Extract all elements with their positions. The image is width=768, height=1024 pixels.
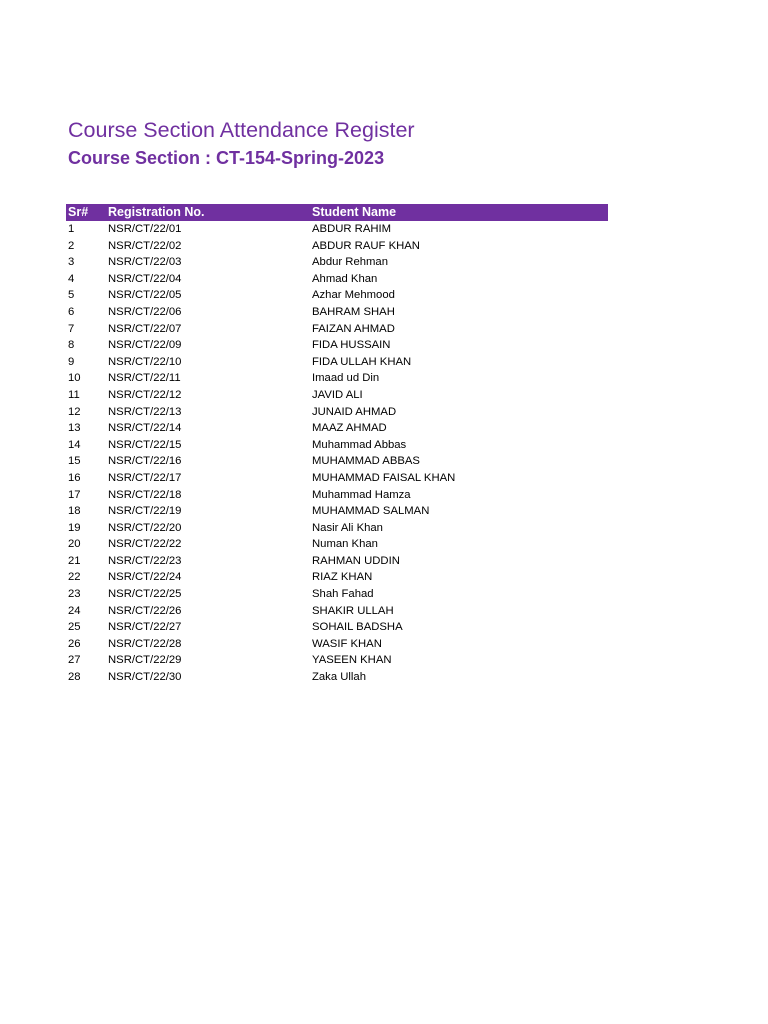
student-name-cell: RAHMAN UDDIN xyxy=(312,554,400,567)
student-name-cell: FAIZAN AHMAD xyxy=(312,322,395,335)
registration-no-cell: NSR/CT/22/30 xyxy=(108,671,182,684)
student-name-cell: MUHAMMAD FAISAL KHAN xyxy=(312,471,456,484)
table-row xyxy=(66,420,608,437)
registration-no-cell: NSR/CT/22/10 xyxy=(108,355,182,368)
registration-no-cell: NSR/CT/22/15 xyxy=(108,438,182,451)
student-name-cell: MUHAMMAD ABBAS xyxy=(312,455,420,468)
table-row xyxy=(66,636,608,653)
attendance-table xyxy=(66,204,608,686)
table-row xyxy=(66,669,608,686)
student-name-cell: MAAZ AHMAD xyxy=(312,422,387,435)
student-name-cell: Numan Khan xyxy=(312,538,378,551)
document-subtitle: Course Section : CT-154-Spring-2023 xyxy=(68,148,385,168)
sr-cell: 19 xyxy=(68,521,81,534)
table-row xyxy=(66,287,608,304)
registration-no-cell: NSR/CT/22/27 xyxy=(108,621,182,634)
sr-cell: 6 xyxy=(68,305,75,318)
sr-cell: 17 xyxy=(68,488,81,501)
table-row xyxy=(66,238,608,255)
registration-no-cell: NSR/CT/22/28 xyxy=(108,637,182,650)
sr-cell: 5 xyxy=(68,289,75,302)
sr-cell: 10 xyxy=(68,372,81,385)
table-row xyxy=(66,553,608,570)
sr-cell: 1 xyxy=(68,223,75,235)
table-header xyxy=(66,204,608,221)
sr-cell: 22 xyxy=(68,571,81,584)
student-name-cell: SHAKIR ULLAH xyxy=(312,604,394,617)
table-row xyxy=(66,221,608,238)
table-row xyxy=(66,503,608,520)
sr-cell: 2 xyxy=(68,239,75,252)
table-row xyxy=(66,520,608,537)
table-row xyxy=(66,354,608,371)
sr-cell: 3 xyxy=(68,256,75,269)
table-row xyxy=(66,437,608,454)
table-row xyxy=(66,470,608,487)
student-name-cell: Muhammad Hamza xyxy=(312,488,411,501)
registration-no-cell: NSR/CT/22/06 xyxy=(108,305,182,318)
registration-no-cell: NSR/CT/22/02 xyxy=(108,239,182,252)
registration-no-cell: NSR/CT/22/23 xyxy=(108,554,182,567)
table-row xyxy=(66,387,608,404)
student-name-cell: FIDA ULLAH KHAN xyxy=(312,355,412,368)
student-name-cell: Muhammad Abbas xyxy=(312,438,407,451)
registration-no-cell: NSR/CT/22/04 xyxy=(108,272,182,285)
table-row xyxy=(66,569,608,586)
sr-cell: 12 xyxy=(68,405,81,418)
student-name-cell: JAVID ALI xyxy=(312,388,363,401)
student-name-cell: SOHAIL BADSHA xyxy=(312,621,403,634)
registration-no-cell: NSR/CT/22/09 xyxy=(108,339,182,352)
sr-cell: 4 xyxy=(68,272,75,285)
student-name-cell: ABDUR RAUF KHAN xyxy=(312,239,420,252)
header-student-name: Student Name xyxy=(312,205,397,219)
sr-cell: 16 xyxy=(68,471,81,484)
registration-no-cell: NSR/CT/22/20 xyxy=(108,521,182,534)
registration-no-cell: NSR/CT/22/01 xyxy=(108,223,182,235)
table-row xyxy=(66,652,608,669)
student-name-cell: Abdur Rehman xyxy=(312,256,388,269)
table-row xyxy=(66,453,608,470)
registration-no-cell: NSR/CT/22/14 xyxy=(108,422,182,435)
student-name-cell: JUNAID AHMAD xyxy=(312,405,397,418)
sr-cell: 21 xyxy=(68,554,81,567)
table-body xyxy=(66,221,608,686)
student-name-cell: Ahmad Khan xyxy=(312,272,378,285)
table-row xyxy=(66,487,608,504)
sr-cell: 25 xyxy=(68,621,81,634)
registration-no-cell: NSR/CT/22/29 xyxy=(108,654,182,667)
sr-cell: 24 xyxy=(68,604,81,617)
sr-cell: 20 xyxy=(68,538,81,551)
sr-cell: 28 xyxy=(68,671,81,684)
sr-cell: 15 xyxy=(68,455,81,468)
sr-cell: 9 xyxy=(68,355,75,368)
sr-cell: 27 xyxy=(68,654,81,667)
table-row xyxy=(66,271,608,288)
registration-no-cell: NSR/CT/22/05 xyxy=(108,289,182,302)
table-row xyxy=(66,536,608,553)
student-name-cell: YASEEN KHAN xyxy=(312,654,392,667)
sr-cell: 7 xyxy=(68,322,75,335)
registration-no-cell: NSR/CT/22/25 xyxy=(108,588,182,601)
registration-no-cell: NSR/CT/22/18 xyxy=(108,488,182,501)
registration-no-cell: NSR/CT/22/22 xyxy=(108,538,182,551)
registration-no-cell: NSR/CT/22/26 xyxy=(108,604,182,617)
student-name-cell: FIDA HUSSAIN xyxy=(312,339,391,352)
table-row xyxy=(66,619,608,636)
registration-no-cell: NSR/CT/22/07 xyxy=(108,322,182,335)
table-row xyxy=(66,304,608,321)
sr-cell: 8 xyxy=(68,339,75,352)
student-name-cell: Nasir Ali Khan xyxy=(312,521,383,534)
header-registration-no: Registration No. xyxy=(108,205,205,219)
table-row xyxy=(66,586,608,603)
registration-no-cell: NSR/CT/22/16 xyxy=(108,455,182,468)
student-name-cell: Imaad ud Din xyxy=(312,372,380,385)
sr-cell: 26 xyxy=(68,637,81,650)
student-name-cell: BAHRAM SHAH xyxy=(312,305,395,318)
registration-no-cell: NSR/CT/22/17 xyxy=(108,471,182,484)
table-row xyxy=(66,321,608,338)
student-name-cell: RIAZ KHAN xyxy=(312,571,373,584)
registration-no-cell: NSR/CT/22/03 xyxy=(108,256,182,269)
sr-cell: 23 xyxy=(68,588,81,601)
table-row xyxy=(66,254,608,271)
registration-no-cell: NSR/CT/22/19 xyxy=(108,505,182,518)
student-name-cell: Zaka Ullah xyxy=(312,671,366,684)
student-name-cell: Azhar Mehmood xyxy=(312,289,395,302)
sr-cell: 13 xyxy=(68,422,81,435)
registration-no-cell: NSR/CT/22/24 xyxy=(108,571,182,584)
table-row xyxy=(66,370,608,387)
student-name-cell: ABDUR RAHIM xyxy=(312,223,392,235)
registration-no-cell: NSR/CT/22/12 xyxy=(108,388,182,401)
table-row xyxy=(66,603,608,620)
table-row xyxy=(66,337,608,354)
student-name-cell: Shah Fahad xyxy=(312,588,374,601)
header-sr: Sr# xyxy=(68,205,89,219)
sr-cell: 11 xyxy=(68,388,80,401)
sr-cell: 18 xyxy=(68,505,81,518)
student-name-cell: MUHAMMAD SALMAN xyxy=(312,505,430,518)
student-name-cell: WASIF KHAN xyxy=(312,637,382,650)
table-row xyxy=(66,404,608,421)
registration-no-cell: NSR/CT/22/11 xyxy=(108,372,181,385)
document-title: Course Section Attendance Register xyxy=(68,118,415,142)
sr-cell: 14 xyxy=(68,438,81,451)
registration-no-cell: NSR/CT/22/13 xyxy=(108,405,182,418)
